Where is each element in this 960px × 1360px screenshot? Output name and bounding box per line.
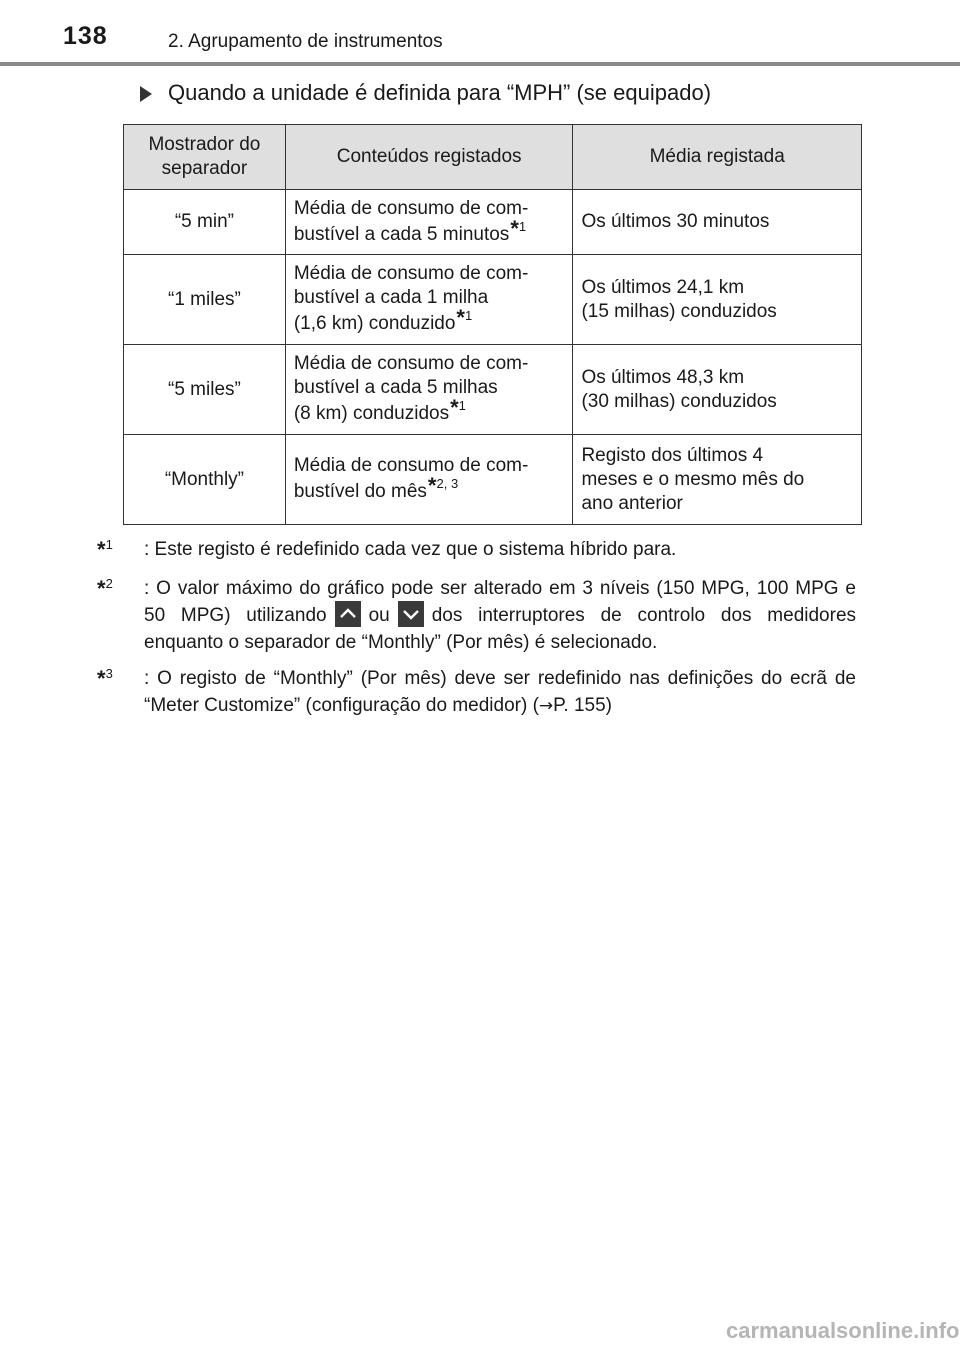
- content-cell: [285, 345, 573, 435]
- content-cell: [285, 255, 573, 345]
- table-row: [124, 435, 862, 525]
- content-cell: [285, 435, 573, 525]
- section-heading-text: Quando a unidade é definida para “MPH” (se equipado): [168, 80, 712, 105]
- average-cell: Os últimos 48,3 km (30 milhas) conduzidos: [573, 345, 862, 435]
- footnote-ref: 1: [464, 308, 473, 323]
- footnote-star: *: [427, 473, 437, 498]
- page-reference-link[interactable]: P. 155): [553, 695, 612, 716]
- chevron-down-icon: [398, 601, 424, 627]
- footnote-ref: 1: [458, 398, 466, 413]
- page-number: 138: [63, 22, 108, 50]
- average-cell: Os últimos 30 minutos: [573, 190, 862, 255]
- content-text: Média de consumo de com- bustível do mês: [293, 455, 529, 502]
- arrow-icon: →: [538, 696, 554, 716]
- footnote-star: *: [97, 537, 106, 562]
- content-cell: [285, 190, 573, 255]
- footnote-number: 2: [105, 576, 113, 591]
- footnote-text: : Este registo é redefinido cada vez que o sistema híbrido para.: [144, 539, 677, 560]
- table-header-cell: Conteúdos registados: [285, 125, 573, 190]
- average-cell: Os últimos 24,1 km (15 milhas) conduzidos: [573, 255, 862, 345]
- content-text: Média de consumo de com- bustível a cada 5 milhas (8 km) conduzidos: [293, 353, 529, 424]
- footnote-text: [144, 575, 856, 656]
- tab-label-cell: “5 min”: [124, 190, 286, 255]
- footnote-star: *: [97, 666, 106, 691]
- table-header-cell: Média registada: [573, 125, 862, 190]
- footnote-3: [96, 665, 856, 720]
- footnote-text-part: : O valor máximo do gráfico pode ser alterado em 3 níveis (150 MPG, 100 MPG e 50 MPG) utilizando: [144, 578, 856, 626]
- footnote-marker: [96, 536, 144, 566]
- table-row: [124, 255, 862, 345]
- footnote-marker: [96, 575, 144, 656]
- footnote-text-part: dos interruptores de controlo dos medidores enquanto o separador de “Monthly” (Por mês) é selecionado.: [144, 605, 857, 653]
- table-row: [124, 345, 862, 435]
- chapter-title: 2. Agrupamento de instrumentos: [168, 31, 443, 52]
- watermark: carmanualsonline.info: [726, 1318, 960, 1343]
- mph-record-table: [123, 124, 862, 525]
- content-text: Média de consumo de com- bustível a cada 5 minutos: [293, 197, 529, 245]
- section-heading: [140, 80, 711, 106]
- footnotes: [96, 536, 856, 729]
- content-text: Média de consumo de com- bustível a cada 1 milha (1,6 km) conduzido: [293, 263, 529, 334]
- average-cell: Registo dos últimos 4 meses e o mesmo mês do ano anterior: [573, 435, 862, 525]
- footnote-ref: 2, 3: [436, 476, 459, 491]
- chevron-up-icon: [335, 601, 361, 627]
- header-divider: [0, 62, 960, 66]
- footnote-star: *: [456, 305, 465, 330]
- footnote-marker: [96, 665, 144, 720]
- footnote-text-part: : O registo de “Monthly” (Por mês) deve ser redefinido nas definições do ecrã de “Meter Customize” (configuração do medidor) (: [144, 668, 856, 716]
- footnote-2: [96, 575, 856, 656]
- table-header-row: [124, 125, 862, 190]
- footnote-ref: 1: [518, 218, 527, 234]
- footnote-1: [96, 536, 856, 566]
- tab-label-cell: “1 miles”: [124, 255, 286, 345]
- footnote-text-part: ou: [368, 605, 390, 626]
- table-header-cell: Mostrador do separador: [124, 125, 286, 190]
- footnote-number: 3: [105, 666, 113, 681]
- tab-label-cell: “Monthly”: [124, 435, 286, 525]
- footnote-star: *: [97, 576, 106, 601]
- tab-label-cell: “5 miles”: [124, 345, 286, 435]
- footnote-star: *: [450, 395, 459, 420]
- triangle-bullet-icon: [140, 86, 152, 102]
- footnote-text: [144, 665, 856, 720]
- table-row: [124, 190, 862, 255]
- footnote-number: 1: [105, 537, 113, 552]
- footnote-star: *: [510, 215, 519, 241]
